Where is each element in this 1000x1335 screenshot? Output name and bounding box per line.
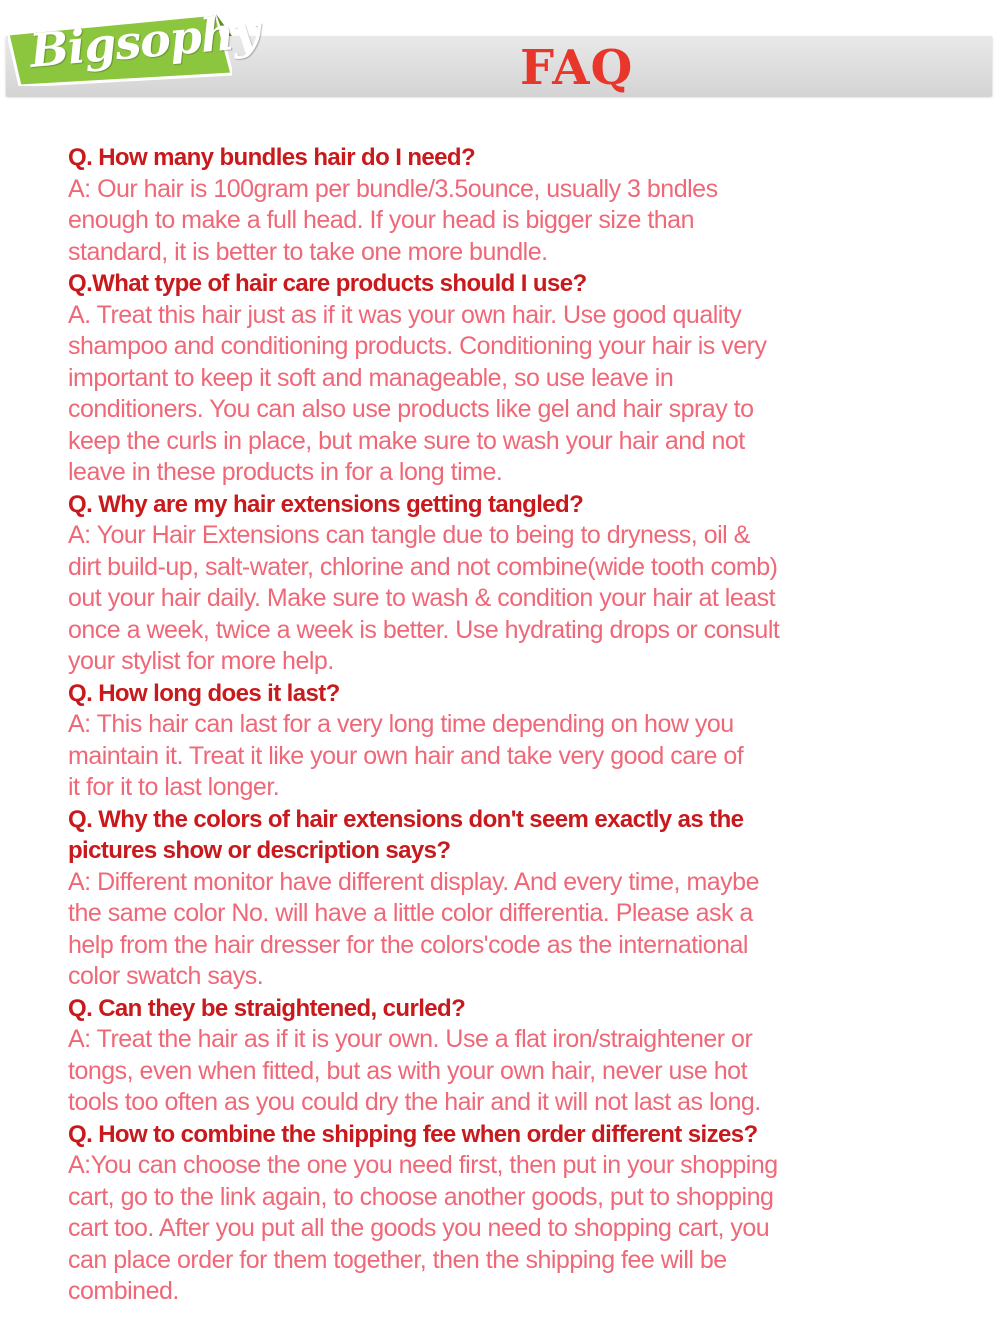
- page-header: [0, 0, 1000, 110]
- faq-answer: A:You can choose the one you need first, then put in your shopping cart, go to the link again, to choose another goods, put to shopping cart too. After you put all the goods you need to shopping cart, you can place order for them together, then the shipping fee will be combined.: [68, 1151, 778, 1305]
- faq-item-tangled: [68, 489, 948, 678]
- faq-item-bundles: [68, 142, 948, 268]
- page-title: FAQ: [520, 40, 634, 96]
- faq-question: Q.What type of hair care products should I use?: [68, 270, 587, 297]
- faq-question: Q. Why the colors of hair extensions don't seem exactly as the pictures show or description says?: [68, 805, 744, 864]
- faq-answer: A: Different monitor have different display. And every time, maybe the same color No. will have a little color differentia. Please ask a help from the hair dresser for the colors'code as the international color swatch says.: [68, 867, 759, 990]
- faq-item-how-long: [68, 678, 948, 804]
- faq-answer: A: Your Hair Extensions can tangle due to being to dryness, oil & dirt build-up, salt-water, chlorine and not combine(wide tooth comb) out your hair daily. Make sure to wash & condition your hair at least once a week, twice a week is better. Use hydrating drops or consult your stylist for more help.: [68, 521, 780, 675]
- faq-question: Q. How long does it last?: [68, 679, 340, 707]
- faq-question: Q. Can they be straightened, curled?: [68, 994, 466, 1022]
- faq-answer: A: This hair can last for a very long time depending on how you maintain it. Treat it like your own hair and take very good care of it for it to last longer.: [68, 710, 744, 801]
- faq-list: [68, 142, 948, 1308]
- faq-item-care-products: [68, 268, 948, 489]
- faq-question: Q. How to combine the shipping fee when order different sizes?: [68, 1120, 758, 1148]
- faq-answer: A: Our hair is 100gram per bundle/3.5ounce, usually 3 bndles enough to make a full head. If your head is bigger size than standard, it is better to take one more bundle.: [68, 174, 718, 266]
- faq-answer: A. Treat this hair just as if it was your own hair. Use good quality shampoo and conditioning products. Conditioning your hair is very important to keep it soft and manageable, so use leave in conditioners. You can also use products like gel and hair spray to keep the curls in place, but make sure to wash your hair and not leave in these products in for a long time.: [68, 300, 767, 486]
- faq-answer: A: Treat the hair as if it is your own. Use a flat iron/straightener or tongs, even when fitted, but as with your own hair, never use hot tools too often as you could dry the hair and it will not last as long.: [68, 1025, 761, 1116]
- faq-question: Q. How many bundles hair do I need?: [68, 144, 476, 171]
- faq-question: Q. Why are my hair extensions getting tangled?: [68, 490, 584, 518]
- brand-logo: [8, 4, 261, 86]
- faq-item-shipping: [68, 1119, 948, 1308]
- logo-text: Bigsophy: [27, 4, 261, 78]
- faq-item-straighten: [68, 993, 948, 1119]
- faq-item-colors: [68, 804, 948, 993]
